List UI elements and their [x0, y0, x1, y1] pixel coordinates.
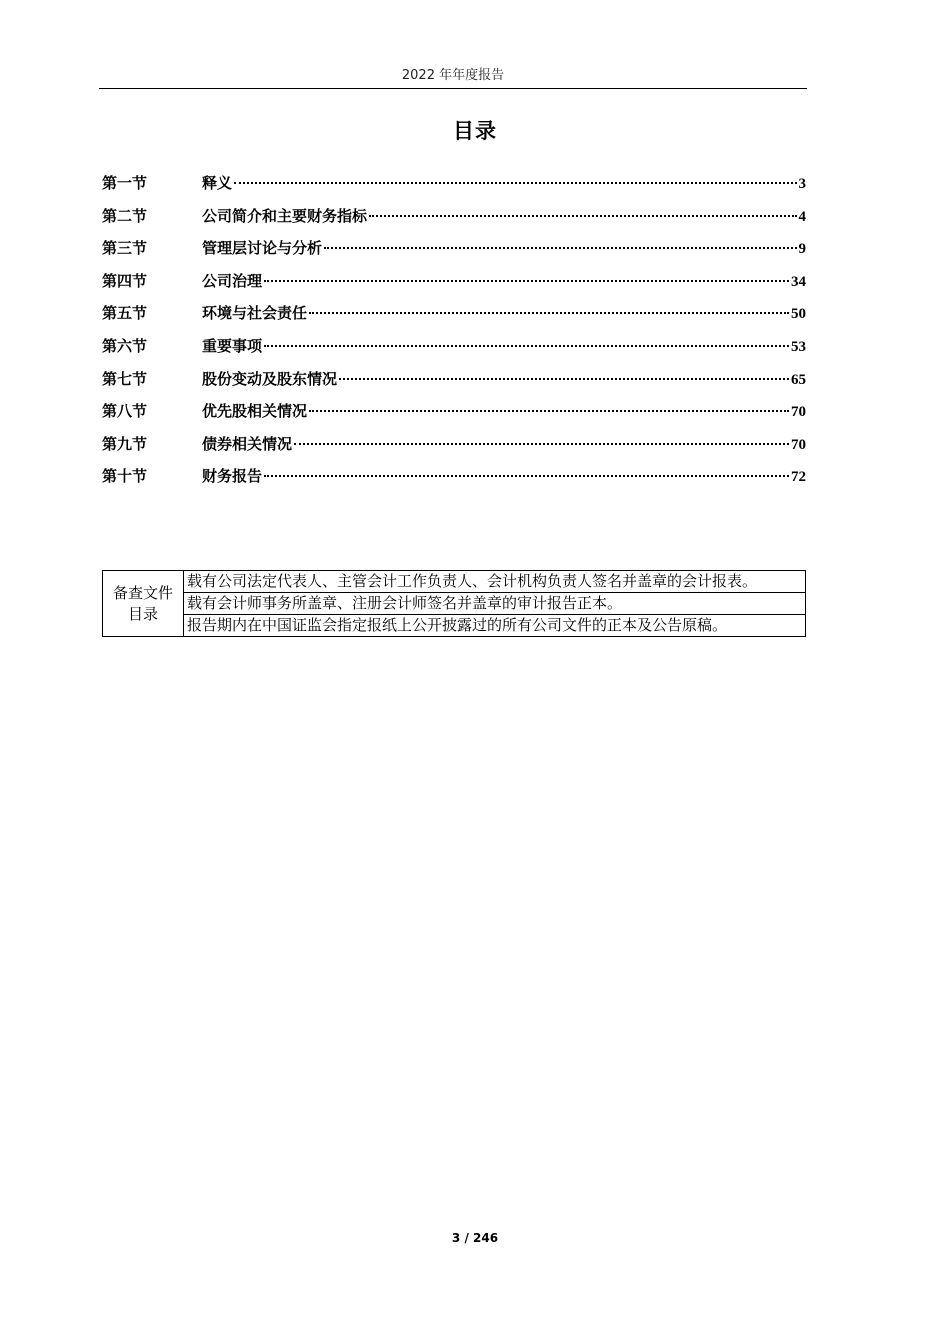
toc-section-title: 公司简介和主要财务指标 — [202, 206, 368, 225]
toc-section-number: 第一节 — [102, 174, 148, 192]
page-number-footer: 3 / 246 — [451, 1231, 499, 1245]
toc-leader — [264, 475, 789, 477]
toc-section-title: 公司治理 — [202, 271, 263, 290]
toc-section-title: 管理层讨论与分析 — [202, 239, 323, 258]
toc-section-number: 第六节 — [102, 336, 148, 355]
toc-section-title: 股份变动及股东情况 — [202, 369, 338, 388]
toc-section-title: 环境与社会责任 — [202, 304, 308, 323]
toc-page-number: 72 — [791, 469, 806, 486]
toc-entry[interactable] — [102, 172, 806, 205]
table-of-contents — [102, 172, 806, 498]
toc-entry[interactable] — [102, 205, 806, 238]
toc-leader — [309, 410, 789, 412]
reference-documents-label: 备查文件目录 — [103, 571, 184, 637]
reference-document-item: 载有公司法定代表人、主管会计工作负责人、会计机构负责人签名并盖章的会计报表。 — [184, 571, 806, 593]
page-title: 目录 — [453, 119, 497, 143]
toc-page-number: 70 — [791, 404, 806, 421]
toc-page-number: 50 — [791, 306, 806, 323]
toc-page-number: 3 — [798, 176, 806, 192]
reference-document-item: 报告期内在中国证监会指定报纸上公开披露过的所有公司文件的正本及公告原稿。 — [184, 615, 806, 637]
toc-page-number: 65 — [791, 371, 806, 388]
toc-entry[interactable] — [102, 368, 806, 401]
toc-section-title: 财务报告 — [202, 467, 263, 486]
toc-section-number: 第七节 — [102, 369, 148, 388]
toc-page-number: 70 — [791, 436, 806, 453]
toc-section-title: 债券相关情况 — [202, 434, 293, 453]
toc-leader — [339, 378, 789, 380]
toc-entry[interactable] — [102, 433, 806, 466]
table-row — [103, 615, 806, 637]
toc-section-number: 第三节 — [102, 239, 148, 258]
toc-section-number: 第五节 — [102, 304, 148, 323]
toc-entry[interactable] — [102, 400, 806, 433]
table-row — [103, 571, 806, 593]
toc-entry[interactable] — [102, 335, 806, 368]
toc-leader — [294, 443, 789, 445]
toc-entry[interactable] — [102, 465, 806, 498]
toc-section-title: 优先股相关情况 — [202, 402, 308, 421]
toc-section-title: 释义 — [202, 174, 233, 192]
toc-section-number: 第八节 — [102, 402, 148, 421]
toc-leader — [234, 182, 796, 184]
toc-page-number: 4 — [798, 208, 806, 225]
reference-documents-table — [102, 570, 806, 637]
report-title: 2022 年年度报告 — [401, 68, 505, 83]
toc-leader — [369, 215, 796, 217]
toc-entry[interactable] — [102, 270, 806, 303]
toc-leader — [309, 312, 789, 314]
toc-leader — [264, 280, 789, 282]
toc-entry[interactable] — [102, 237, 806, 270]
toc-leader — [264, 345, 789, 347]
toc-page-number: 34 — [791, 273, 806, 290]
toc-section-number: 第四节 — [102, 271, 148, 290]
toc-page-number: 53 — [791, 338, 806, 355]
page-header — [99, 66, 807, 89]
toc-leader — [324, 247, 796, 249]
table-row — [103, 593, 806, 615]
toc-section-number: 第九节 — [102, 434, 148, 453]
toc-section-number: 第十节 — [102, 467, 148, 486]
toc-entry[interactable] — [102, 302, 806, 335]
reference-document-item: 载有会计师事务所盖章、注册会计师签名并盖章的审计报告正本。 — [184, 593, 806, 615]
toc-section-title: 重要事项 — [202, 336, 263, 355]
toc-section-number: 第二节 — [102, 206, 148, 225]
toc-page-number: 9 — [798, 241, 806, 258]
